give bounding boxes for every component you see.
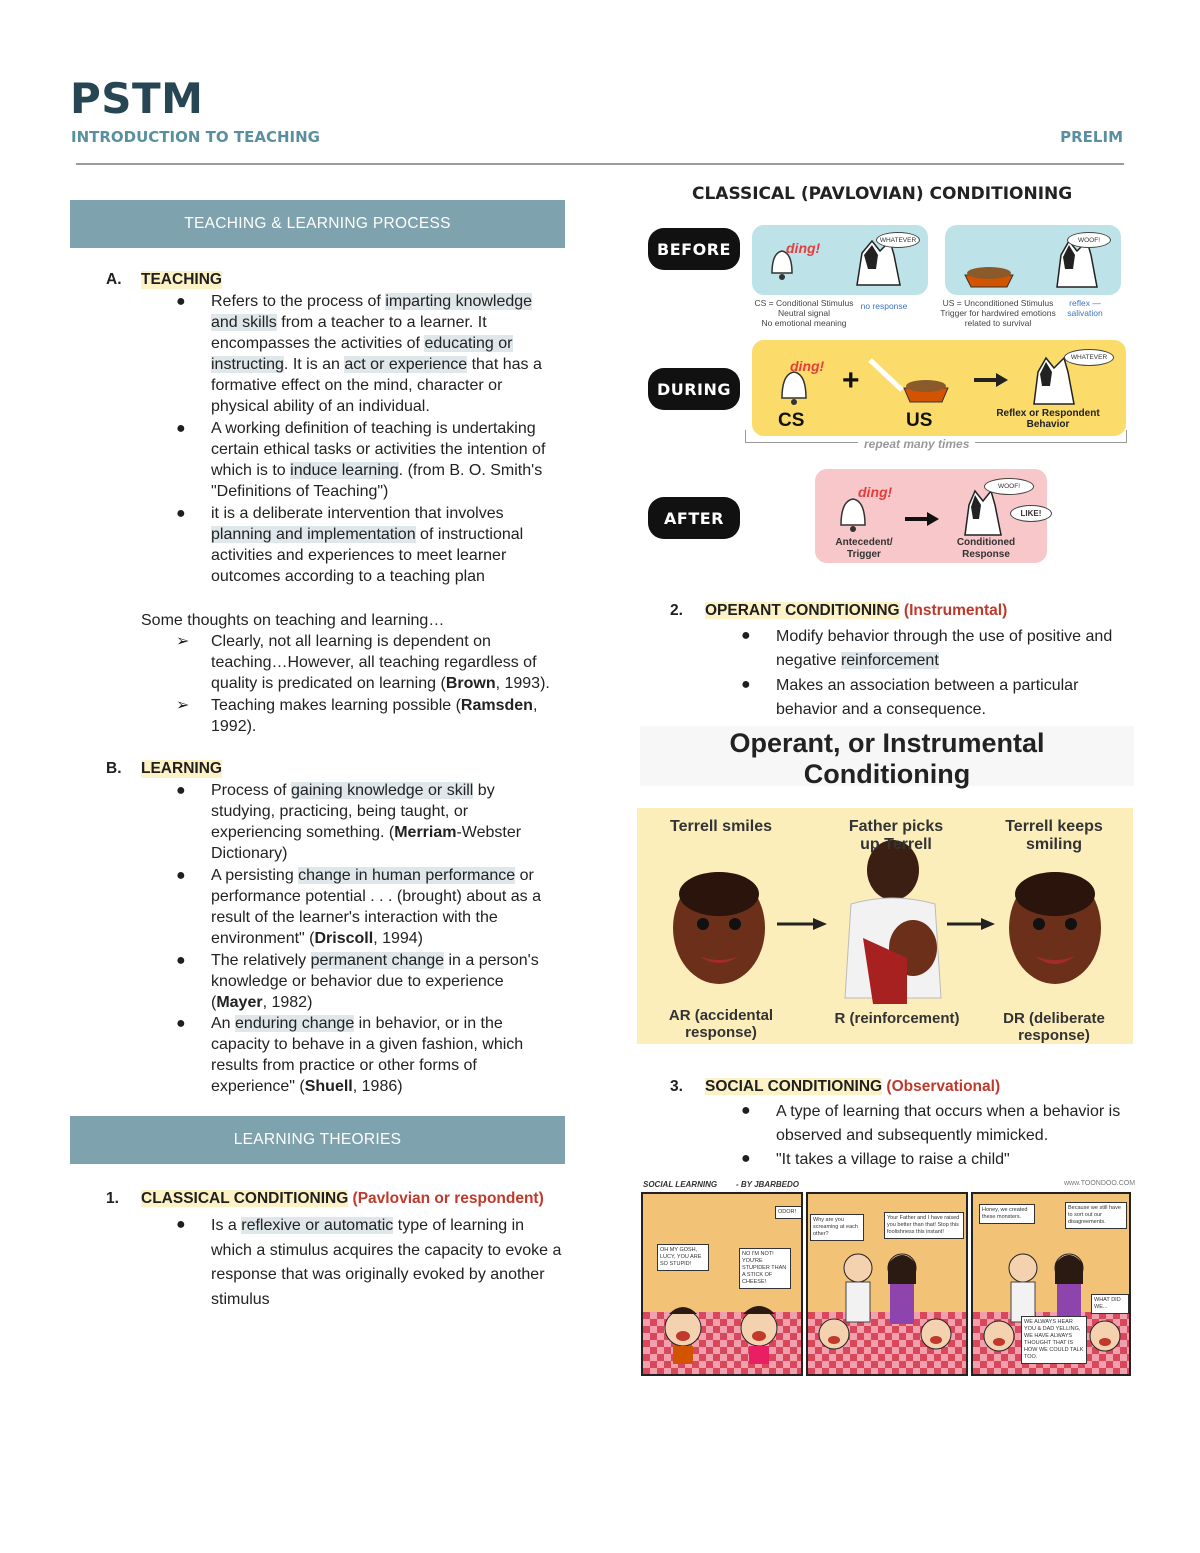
comic-panel-2 bbox=[806, 1192, 968, 1376]
document-title: PSTM bbox=[70, 74, 204, 123]
theory-2-bullet-2: Makes an association between a particular behavior and a consequence. bbox=[776, 677, 1079, 718]
theory-3-bullet-2: "It takes a village to raise a child" bbox=[776, 1151, 1010, 1168]
classical-figure-title: CLASSICAL (PAVLOVIAN) CONDITIONING bbox=[692, 184, 1073, 204]
bullet-icon: ● bbox=[741, 1102, 751, 1119]
teaching-bullet-2: A working definition of teaching is undertaking certain ethical tasks or activities the intention of which is to induce learning. (from B. O. Smith's "Definitions of Teaching") bbox=[211, 420, 546, 500]
operant-footer-1: AR (accidental response) bbox=[668, 1007, 774, 1041]
after-label: AFTER bbox=[648, 497, 740, 539]
arrow-bullet-icon: ➢ bbox=[176, 697, 190, 714]
learning-bullet-1: Process of gaining knowledge or skill by studying, practicing, being taught, or experiencing something. (Merriam-Webster Dictionary) bbox=[211, 782, 522, 862]
cs-caption: CS = Conditional Stimulus Neutral signal No emotional meaning bbox=[754, 298, 854, 328]
comic-panel-1 bbox=[641, 1192, 803, 1376]
bullet-icon: ● bbox=[176, 782, 186, 799]
ding-text: ding! bbox=[790, 358, 825, 374]
reflex-behavior-label: Reflex or Respondent Behavior bbox=[996, 408, 1100, 430]
comic-author: - BY JBARBEDO bbox=[736, 1180, 799, 1189]
header-divider bbox=[76, 163, 1124, 165]
cs-label: CS bbox=[778, 410, 805, 431]
course-subtitle: INTRODUCTION TO TEACHING bbox=[71, 128, 320, 146]
term-label: PRELIM bbox=[1060, 128, 1123, 146]
ding-text: ding! bbox=[786, 240, 821, 256]
bullet-icon: ● bbox=[176, 867, 186, 884]
antecedent-label: Antecedent/ Trigger bbox=[835, 537, 893, 560]
bullet-icon: ● bbox=[741, 1150, 751, 1167]
learning-bullet-4: An enduring change in behavior, or in the capacity to behave in a given fashion, which results from practice or other forms of experience" (Shuell, 1986) bbox=[211, 1015, 524, 1095]
thought-quote-2: Teaching makes learning possible (Ramsden, 1992). bbox=[211, 697, 538, 735]
operant-footer-3: DR (deliberate response) bbox=[1003, 1010, 1105, 1044]
ding-text: ding! bbox=[858, 484, 893, 500]
thought-quote-1: Clearly, not all learning is dependent on teaching…However, all teaching regardless of quality is predicated on learning (Brown, 1993). bbox=[211, 633, 550, 692]
theory-2-heading: OPERANT CONDITIONING (Instrumental) bbox=[705, 602, 1008, 619]
teaching-heading: TEACHING bbox=[141, 271, 222, 288]
teaching-bullet-1: Refers to the process of imparting knowledge and skills from a teacher to a learner. It encompasses the activities of educating or instructing. It is an act or experience that has a formative effect on the mind, character or physical ability of an individual. bbox=[211, 293, 542, 415]
theory-1-bullet-1: Is a reflexive or automatic type of learning in which a stimulus acquires the capacity to evoke a response that was originally evoked by another stimulus bbox=[211, 1217, 562, 1308]
comic-title: SOCIAL LEARNING bbox=[643, 1180, 718, 1189]
us-label: US bbox=[906, 410, 933, 431]
repeat-label: repeat many times bbox=[858, 437, 975, 451]
bullet-icon: ● bbox=[176, 293, 186, 310]
bullet-icon: ● bbox=[741, 676, 751, 693]
learning-heading: LEARNING bbox=[141, 760, 222, 777]
bullet-icon: ● bbox=[176, 505, 186, 522]
theory-3-bullet-1: A type of learning that occurs when a behavior is observed and subsequently mimicked. bbox=[776, 1103, 1121, 1144]
no-response-caption: no response bbox=[860, 301, 908, 311]
operant-heading-3: Terrell keeps smiling bbox=[1005, 818, 1103, 853]
theory-2-bullet-1: Modify behavior through the use of positive and negative reinforcement bbox=[776, 628, 1113, 669]
comic-panel-3 bbox=[971, 1192, 1131, 1376]
section-bar-learning-theories: LEARNING THEORIES bbox=[70, 1116, 565, 1164]
dog-thought-bubble: WHATEVER bbox=[876, 232, 920, 248]
learning-bullet-2: A persisting change in human performance or performance potential . . . (brought) about as a result of the learner's interaction with the environment" (Driscoll, 1994) bbox=[211, 867, 541, 947]
bullet-icon: ● bbox=[176, 420, 186, 437]
before-label: BEFORE bbox=[648, 228, 740, 270]
speech-bubble: Because we still have to sort out our disagreements. bbox=[1065, 1202, 1127, 1229]
teaching-bullet-3: it is a deliberate intervention that involves planning and implementation of instructional activities and experiences to meet learner outcomes according to a teaching plan bbox=[211, 505, 524, 585]
dog-thought-bubble: WHATEVER bbox=[1064, 349, 1114, 366]
like-bubble: LIKE! bbox=[1010, 505, 1052, 522]
theory-3-number: 3. bbox=[670, 1078, 683, 1095]
theory-2-number: 2. bbox=[670, 602, 683, 619]
teaching-letter: A. bbox=[106, 271, 122, 288]
speech-bubble: WHAT DID WE... bbox=[1091, 1294, 1129, 1314]
conditioned-response-label: Conditioned Response bbox=[956, 537, 1016, 560]
theory-1-heading: CLASSICAL CONDITIONING (Pavlovian or respondent) bbox=[141, 1190, 544, 1207]
theory-1-number: 1. bbox=[106, 1190, 119, 1207]
bullet-icon: ● bbox=[176, 1216, 186, 1233]
arrow-bullet-icon: ➢ bbox=[176, 633, 190, 650]
speech-bubble: Why are you screaming at each other? bbox=[810, 1214, 864, 1241]
operant-heading-1: Terrell smiles bbox=[670, 818, 772, 835]
bullet-icon: ● bbox=[741, 627, 751, 644]
speech-bubble: Honey, we created these monsters. bbox=[979, 1204, 1035, 1224]
plus-sign: + bbox=[842, 364, 860, 397]
speech-bubble: WE ALWAYS HEAR YOU & DAD YELLING, WE HAVE ALWAYS THOUGHT THAT IS HOW WE COULD TALK TOO. bbox=[1021, 1316, 1087, 1364]
operant-heading-2: Father picks up Terrell bbox=[848, 818, 944, 853]
during-label: DURING bbox=[648, 368, 740, 410]
speech-bubble: NO I'M NOT! YOU'RE STUPIDER THAN A STICK OF CHEESE! bbox=[739, 1248, 791, 1289]
learning-bullet-3: The relatively permanent change in a person's knowledge or behavior due to experience (Mayer, 1982) bbox=[211, 952, 539, 1011]
bullet-icon: ● bbox=[176, 1015, 186, 1032]
reflex-caption: reflex — salivation bbox=[1067, 298, 1103, 318]
dog-thought-bubble: WOOF! bbox=[984, 478, 1034, 495]
section-bar-teaching-learning: TEACHING & LEARNING PROCESS bbox=[70, 200, 565, 248]
operant-figure-title: Operant, or Instrumental Conditioning bbox=[729, 728, 1045, 789]
operant-footer-2: R (reinforcement) bbox=[834, 1010, 960, 1027]
speech-bubble: ODOR! bbox=[775, 1206, 803, 1219]
thoughts-intro: Some thoughts on teaching and learning… bbox=[141, 612, 445, 629]
theory-3-heading: SOCIAL CONDITIONING (Observational) bbox=[705, 1078, 1001, 1095]
learning-letter: B. bbox=[106, 760, 122, 777]
speech-bubble: OH MY GOSH, LUCY, YOU ARE SO STUPID! bbox=[657, 1244, 709, 1271]
dog-thought-bubble: WOOF! bbox=[1067, 232, 1111, 248]
us-caption: US = Unconditioned Stimulus Trigger for hardwired emotions related to survival bbox=[940, 298, 1056, 328]
speech-bubble: Your Father and I have raised you better than that! Stop this foolishness this instant! bbox=[884, 1212, 964, 1239]
comic-site: www.TOONDOO.COM bbox=[1064, 1180, 1136, 1187]
bullet-icon: ● bbox=[176, 952, 186, 969]
